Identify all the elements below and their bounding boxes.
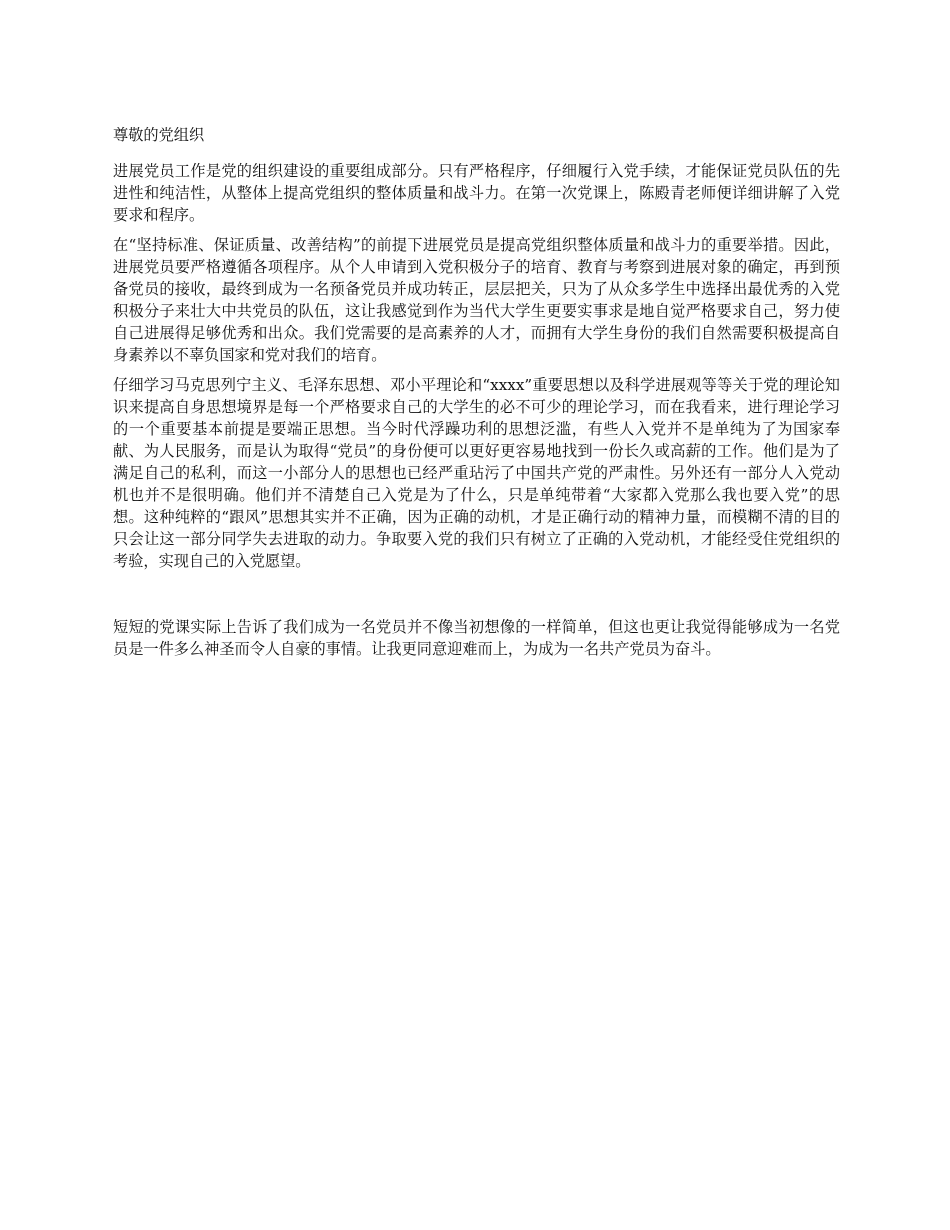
paragraph-3: 仔细学习马克思列宁主义、毛泽东思想、邓小平理论和“xxxx”重要思想以及科学进展观等等关于党的理论知识来提高自身思想境界是每一个严格要求自己的大学生的必不可少的理论学习，而在我看来，进行理论学习的一个重要基本前提是要端正思想。当今时代浮躁功利的思想泛滥，有些人入党并不是单纯为了为国家奉献、为人民服务，而是认为取得“党员”的身份便可以更好更容易地找到一份长久或高薪的工作。他们是为了满足自己的私利，而这一小部分人的思想也已经严重玷污了中国共产党的严肃性。另外还有一部分人入党动机也并不是很明确。他们并不清楚自己入党是为了什么，只是单纯带着“大家都入党那么我也要入党”的思想。这种纯粹的“跟风”思想其实并不正确，因为正确的动机，才是正确行动的精神力量，而模糊不清的目的只会让这一部分同学失去进取的动力。争取要入党的我们只有树立了正确的入党动机，才能经受住党组织的考验，实现自己的入党愿望。 bbox=[113, 376, 840, 570]
letter-document bbox=[113, 124, 840, 668]
paragraph-2: 在“坚持标准、保证质量、改善结构”的前提下进展党员是提高党组织整体质量和战斗力的重要举措。因此，进展党员要严格遵循各项程序。从个人申请到入党积极分子的培育、教育与考察到进展对象的确定，再到预备党员的接收，最终到成为一名预备党员并成功转正，层层把关，只为了从众多学生中选择出最优秀的入党积极分子来壮大中共党员的队伍，这让我感觉到作为当代大学生更要实事求是地自觉严格要求自己，努力使自己进展得足够优秀和出众。我们党需要的是高素养的人才，而拥有大学生身份的我们自然需要积极提高自身素养以不辜负国家和党对我们的培育。 bbox=[113, 236, 840, 364]
paragraph-gap bbox=[113, 580, 840, 616]
salutation: 尊敬的党组织 bbox=[113, 126, 205, 144]
paragraph-4: 短短的党课实际上告诉了我们成为一名党员并不像当初想像的一样简单，但这也更让我觉得能够成为一名党员是一件多么神圣而令人自豪的事情。让我更同意迎难而上，为成为一名共产党员为奋斗。 bbox=[113, 618, 840, 658]
paragraph-1: 进展党员工作是党的组织建设的重要组成部分。只有严格程序，仔细履行入党手续，才能保证党员队伍的先进性和纯洁性，从整体上提高党组织的整体质量和战斗力。在第一次党课上，陈殿青老师便详细讲解了入党要求和程序。 bbox=[113, 162, 840, 224]
